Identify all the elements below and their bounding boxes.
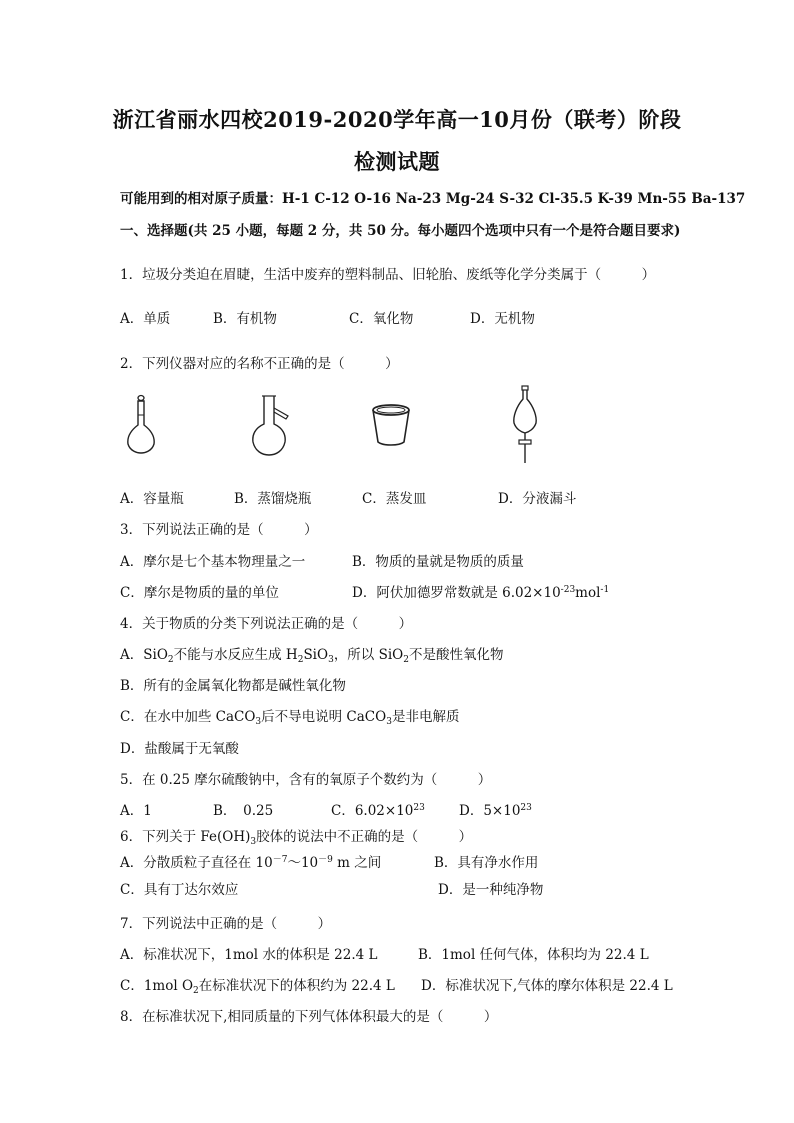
q2-stem: 2．下列仪器对应的名称不正确的是（ ） [120,356,399,372]
q5-option-a: A．1 [120,803,152,819]
q4-option-b: B．所有的金属氧化物都是碱性氧化物 [120,678,346,694]
q1-option-a: A．单质 [120,311,171,327]
q1-stem: 1．垃圾分类迫在眉睫，生活中废弃的塑料制品、旧轮胎、废纸等化学分类属于（ ） [120,267,656,283]
q2-option-d: D．分液漏斗 [498,491,577,507]
evaporating-dish-icon [369,402,413,448]
q4-option-c: C．在水中加些 CaCO$_3$后不导电说明 CaCO$_3$是非电解质 [120,709,460,727]
q3-stem: 3．下列说法正确的是（ ） [120,522,318,538]
page-title-line1: 浙江省丽水四校2019-2020学年高一10月份（联考）阶段 [112,107,682,132]
q2-option-b: B．蒸馏烧瓶 [234,491,312,507]
q5-stem: 5．在 0.25 摩尔硫酸钠中，含有的氧原子个数约为（ ） [120,772,492,788]
q5-option-b: B． 0.25 [213,803,274,819]
q6-option-b: B．具有净水作用 [434,855,539,871]
q1-option-c: C．氧化物 [349,311,414,327]
q2-option-c: C．蒸发皿 [362,491,427,507]
q2-option-a: A．容量瓶 [120,491,184,507]
q5-option-c: C．$6.02\times 10^{23}$ [331,803,425,819]
q1-option-b: B．有机物 [213,311,277,327]
q3-option-d: D．阿伏加德罗常数就是 $6.02\times 10^{-23}mol^{-1}$ [352,585,610,601]
q7-stem: 7．下列说法中正确的是（ ） [120,916,332,932]
q5-option-d: D．$5\times 10^{23}$ [459,803,532,819]
q3-option-a: A．摩尔是七个基本物理量之一 [120,554,306,570]
q6-option-c: C．具有丁达尔效应 [120,882,239,898]
q7-option-d: D．标准状况下,气体的摩尔体积是 22.4 L [421,978,673,994]
page-title-line2: 检测试题 [354,149,440,174]
atomic-masses-note: 可能用到的相对原子质量：H-1 C-12 O-16 Na-23 Mg-24 S-32 Cl-35.5 K-39 Mn-55 Ba-137 [120,191,746,207]
q1-option-d: D．无机物 [470,311,535,327]
volumetric-flask-icon [124,393,166,457]
q7-option-b: B．1mol 任何气体，体积均为 22.4 L [418,947,649,963]
section-heading: 一、选择题(共 25 小题，每题 2 分，共 50 分。每小题四个选项中只有一个是符合题目要求) [120,223,681,239]
q7-option-c: C．1mol $O_2$在标准状况下的体积约为 22.4 L [120,978,395,996]
q7-option-a: A．标准状况下，1mol 水的体积是 22.4 L [120,947,378,963]
separatory-funnel-icon [508,385,542,467]
q8-stem: 8．在标准状况下,相同质量的下列气体体积最大的是（ ） [120,1009,498,1025]
q4-option-a: A．SiO$_2$不能与水反应生成 $H_2SiO_3$，所以 SiO$_2$不是酸性氧化物 [120,647,504,665]
q4-stem: 4．关于物质的分类下列说法正确的是（ ） [120,616,413,632]
q3-option-c: C．摩尔是物质的量的单位 [120,585,279,601]
q6-option-a: A．分散质粒子直径在 $10^{-7}\sim 10^{-9}$ m 之间 [120,855,382,871]
q3-option-b: B．物质的量就是物质的质量 [352,554,524,570]
q6-stem: 6．下列关于 $Fe(OH)_3$胶体的说法中不正确的是（ ） [120,829,473,847]
q6-option-d: D．是一种纯净物 [438,882,544,898]
distillation-flask-icon [250,394,298,458]
q4-option-d: D．盐酸属于无氧酸 [120,741,239,757]
